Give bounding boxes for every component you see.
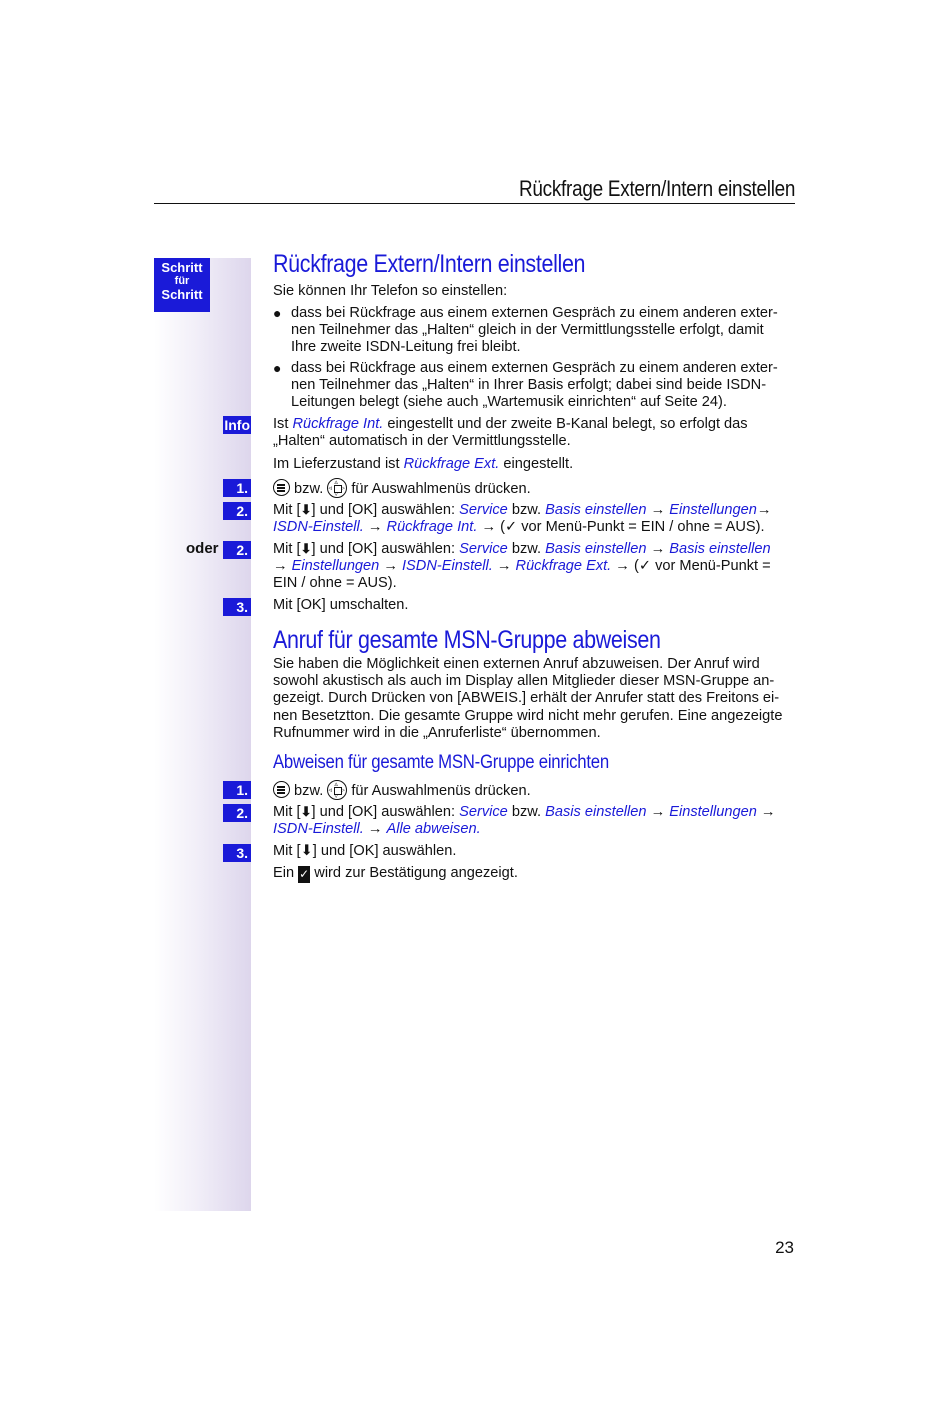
menu-link-einstellungen: Einstellungen — [669, 502, 757, 518]
menu-link-service: Service — [459, 804, 508, 820]
text-bzw: bzw. — [507, 541, 546, 557]
bullet-line: dass bei Rückfrage aus einem externen Gespräch zu einem anderen exter- — [291, 305, 778, 321]
text-mid: ] und [OK] auswählen: — [311, 502, 460, 518]
section2-paragraph — [273, 656, 795, 742]
info-text — [273, 416, 795, 450]
menu-link-service: Service — [459, 502, 508, 518]
menu-link-isdn-einstell: ISDN-Einstell. — [273, 821, 364, 838]
navigation-key-icon: ▵ ▿ ◃ ▹ — [327, 478, 347, 498]
section1-title: Rückfrage Extern/Intern einstellen — [273, 250, 586, 278]
step2-text — [273, 803, 795, 838]
arrow-icon: → — [363, 821, 387, 838]
badge-line-3: Schritt — [161, 287, 203, 302]
default-setting-text — [273, 456, 795, 473]
text-bzw: bzw. — [507, 804, 546, 820]
arrow-icon: → — [646, 541, 670, 557]
menu-link-einstellungen: Einstellungen — [669, 804, 757, 820]
step-sidebar — [154, 258, 251, 1211]
menu-link-service: Service — [459, 541, 508, 557]
down-arrow-key-icon: ⬇ — [300, 502, 312, 517]
info-text-line2: „Halten“ automatisch in der Vermittlungsstelle. — [273, 433, 571, 450]
step-marker-2b: 2. — [223, 541, 251, 559]
section2-subtitle: Abweisen für gesamte MSN-Gruppe einrichten — [273, 751, 609, 773]
bullet-line: nen Teilnehmer das „Halten“ in Ihrer Basis erfolgt; dabei sind beide ISDN- — [291, 377, 767, 394]
text-pre: Mit [ — [273, 502, 301, 518]
menu-link-basis-einstellen: Basis einstellen — [669, 541, 771, 557]
schritt-fuer-schritt-badge — [154, 258, 210, 312]
check-instruction: → (✓ vor Menü-Punkt = — [611, 558, 771, 575]
navigation-key-icon: ▵ ▿ ◃ ▹ — [327, 780, 347, 800]
confirm-pre: Ein — [273, 865, 299, 881]
paragraph-line: sowohl akustisch als auch im Display allen Mitglieder dieser MSN-Gruppe an- — [273, 673, 775, 690]
bullet-dot-icon: ● — [273, 305, 282, 321]
text-mid: ] und [OK] auswählen: — [311, 541, 460, 557]
confirmation-text — [273, 865, 795, 883]
header-title: Rückfrage Extern/Intern einstellen — [518, 176, 795, 201]
bullet-line: Ihre zweite ISDN-Leitung frei bleibt. — [291, 339, 521, 356]
step-marker-1: 1. — [223, 781, 251, 799]
arrow-icon: → — [756, 804, 776, 820]
arrow-icon: → — [492, 558, 516, 575]
menu-link-rueckfrage-int: Rückfrage Int. — [292, 416, 384, 432]
arrow-icon: → — [646, 804, 670, 820]
down-arrow-key-icon: ⬇ — [300, 804, 312, 819]
badge-line-1: Schritt — [161, 260, 203, 275]
default-post: eingestellt. — [499, 456, 574, 472]
oder-label: oder — [186, 540, 219, 557]
paragraph-line: gezeigt. Durch Drücken von [ABWEIS.] erhält der Anrufer statt des Freitons ei- — [273, 690, 780, 707]
menu-key-icon — [273, 479, 290, 496]
bullet-line: Leitungen belegt (siehe auch „Wartemusik einrichten“ auf Seite 24). — [291, 394, 727, 411]
step1-post: für Auswahlmenüs drücken. — [347, 783, 531, 799]
step-marker-2: 2. — [223, 502, 251, 520]
step3-text: Mit [OK] umschalten. — [273, 597, 409, 613]
step-marker-3: 3. — [223, 598, 251, 616]
text-bzw: bzw. — [507, 502, 546, 518]
step1-text — [273, 780, 795, 800]
header-rule — [154, 203, 795, 204]
page-number: 23 — [775, 1238, 794, 1257]
arrow-icon: → — [363, 519, 387, 536]
text-mid: ] und [OK] auswählen: — [311, 804, 460, 820]
checkmark-icon: ✓ — [299, 867, 310, 881]
bullet-item — [273, 305, 795, 357]
bullet-line: dass bei Rückfrage aus einem externen Gespräch zu einem anderen exter- — [291, 360, 778, 376]
step-marker-1: 1. — [223, 479, 251, 497]
paragraph-line: Rufnummer wird in die „Anruferliste“ übernommen. — [273, 724, 601, 741]
menu-link-basis-einstellen: Basis einstellen — [545, 502, 647, 518]
step2b-text: Mit [⬇] und [OK] auswählen: Service bzw. Basis einstellen → Basis einstellen → Einstellungen → ISDN-Einstell. → Rückfrage Ext. → (✓ vor Menü-Punkt = EIN / ohne = AUS). — [273, 541, 771, 592]
arrow-icon: → — [379, 558, 402, 575]
menu-link-isdn-einstell: ISDN-Einstell. — [402, 558, 493, 575]
bullet-item — [273, 360, 795, 412]
step1-mid: bzw. — [290, 783, 328, 799]
menu-link-basis-einstellen: Basis einstellen — [545, 541, 647, 557]
step-marker-2: 2. — [223, 804, 251, 822]
menu-link-rueckfrage-ext: Rückfrage Ext. — [515, 558, 612, 575]
down-arrow-key-icon: ⬇ — [300, 541, 312, 556]
arrow-icon: → — [646, 502, 670, 518]
menu-link-basis-einstellen: Basis einstellen — [545, 804, 647, 820]
text-pre: Mit [ — [273, 541, 301, 557]
confirm-post: wird zur Bestätigung angezeigt. — [310, 865, 518, 881]
step3-text: Mit [⬇] und [OK] auswählen. — [273, 843, 457, 859]
menu-link-isdn-einstell: ISDN-Einstell. — [273, 519, 364, 536]
step2-text: Mit [⬇] und [OK] auswählen: Service bzw. Basis einstellen → Einstellungen→ ISDN-Einstell. → Rückfrage Int. → (✓ vor Menü-Punkt = EIN / ohne = AUS). — [273, 502, 772, 536]
step1-post: für Auswahlmenüs drücken. — [347, 481, 531, 497]
info-text-post: eingestellt und der zweite B-Kanal belegt, so erfolgt das — [383, 416, 748, 432]
menu-key-icon — [273, 781, 290, 798]
bullet-line: nen Teilnehmer das „Halten“ gleich in der Vermittlungsstelle erfolgt, damit — [291, 322, 764, 339]
default-pre: Im Lieferzustand ist — [273, 456, 404, 472]
info-text-pre: Ist — [273, 416, 293, 432]
menu-link-rueckfrage-ext: Rückfrage Ext. — [403, 456, 500, 472]
step1-mid: bzw. — [290, 481, 328, 497]
section2-title: Anruf für gesamte MSN-Gruppe abweisen — [273, 626, 661, 654]
check-instruction-line2: EIN / ohne = AUS). — [273, 575, 397, 592]
menu-link-rueckfrage-int: Rückfrage Int. — [386, 519, 478, 536]
text-pre: Mit [ — [273, 804, 301, 820]
bullet-dot-icon: ● — [273, 360, 282, 376]
paragraph-line: nen Besetztton. Die gesamte Gruppe wird nicht mehr gerufen. Eine angezeigte — [273, 707, 783, 724]
menu-link-einstellungen: Einstellungen — [291, 558, 380, 575]
section1-intro: Sie können Ihr Telefon so einstellen: — [273, 283, 508, 299]
info-marker: Info — [224, 417, 250, 433]
step1-text — [273, 478, 795, 498]
check-instruction: → (✓ vor Menü-Punkt = EIN / ohne = AUS). — [477, 519, 765, 536]
menu-link-alle-abweisen: Alle abweisen. — [386, 821, 481, 838]
step-marker-3: 3. — [223, 844, 251, 862]
paragraph-line: Sie haben die Möglichkeit einen externen Anruf abzuweisen. Der Anruf wird — [273, 656, 760, 672]
badge-line-2: für — [174, 275, 190, 287]
